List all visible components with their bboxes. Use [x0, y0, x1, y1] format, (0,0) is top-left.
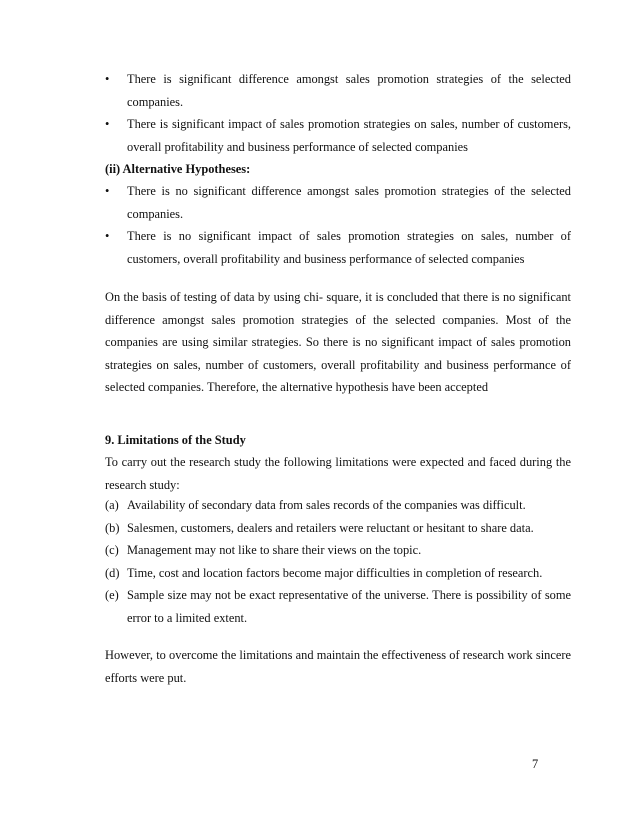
list-text: Sample size may not be exact representative of the universe. There is possibility of some error to a limited extent.: [127, 588, 571, 625]
bullet-mark: •: [105, 72, 110, 86]
list-marker: (b): [105, 520, 120, 535]
list-marker: (a): [105, 498, 119, 512]
list-text: Time, cost and location factors become major difficulties in completion of research.: [127, 565, 543, 580]
bullet-mark: •: [105, 229, 110, 243]
bullet-item: [105, 180, 571, 225]
list-text: Availability of secondary data from sales records of the companies was difficult.: [127, 498, 526, 512]
bullet-mark: •: [105, 184, 110, 198]
list-marker: (e): [105, 588, 119, 602]
page-number: 7: [532, 757, 539, 771]
list-marker: (d): [105, 565, 120, 580]
list-item: [105, 539, 571, 562]
hypothesis-bullets-first: [105, 68, 571, 158]
bullet-text: There is significant impact of sales promotion strategies on sales, number of customers, overall profitability and business performance of selected companies: [127, 117, 571, 154]
bullet-item: [105, 225, 571, 270]
list-item: [105, 494, 571, 517]
limitations-heading: 9. Limitations of the Study: [105, 433, 246, 447]
list-text: Management may not like to share their views on the topic.: [127, 543, 422, 557]
list-marker: (c): [105, 543, 119, 557]
bullet-text: There is no significant impact of sales promotion strategies on sales, number of customers, overall profitability and business performance of selected companies: [127, 229, 571, 266]
closing-paragraph: However, to overcome the limitations and maintain the effectiveness of research work sincere efforts were put.: [105, 648, 571, 685]
bullet-text: There is significant difference amongst sales promotion strategies of the selected companies.: [127, 72, 571, 109]
limitations-intro: To carry out the research study the following limitations were expected and faced during the research study:: [105, 455, 571, 492]
bullet-item: [105, 68, 571, 113]
list-text: Salesmen, customers, dealers and retailers were reluctant or hesitant to share data.: [127, 520, 534, 535]
bullet-mark: •: [105, 117, 110, 131]
list-item: [105, 562, 571, 585]
hypothesis-bullets-alternative: [105, 180, 571, 270]
alternative-hypotheses-heading: (ii) Alternative Hypotheses:: [105, 162, 251, 176]
limitations-list: [105, 494, 571, 629]
bullet-item: [105, 113, 571, 158]
list-item: [105, 517, 571, 540]
conclusion-paragraph: On the basis of testing of data by using chi- square, it is concluded that there is no significant difference amongst sales promotion strategies of the selected companies. Most of the companies are using similar strategies. So there is no significant impact of sales promotion strategies on sales, number of customers, overall profitability and business performance of selected companies. Therefore, the alternative hypothesis have been accepted: [105, 290, 571, 394]
bullet-text: There is no significant difference amongst sales promotion strategies of the selected companies.: [127, 184, 571, 221]
list-item: [105, 584, 571, 629]
